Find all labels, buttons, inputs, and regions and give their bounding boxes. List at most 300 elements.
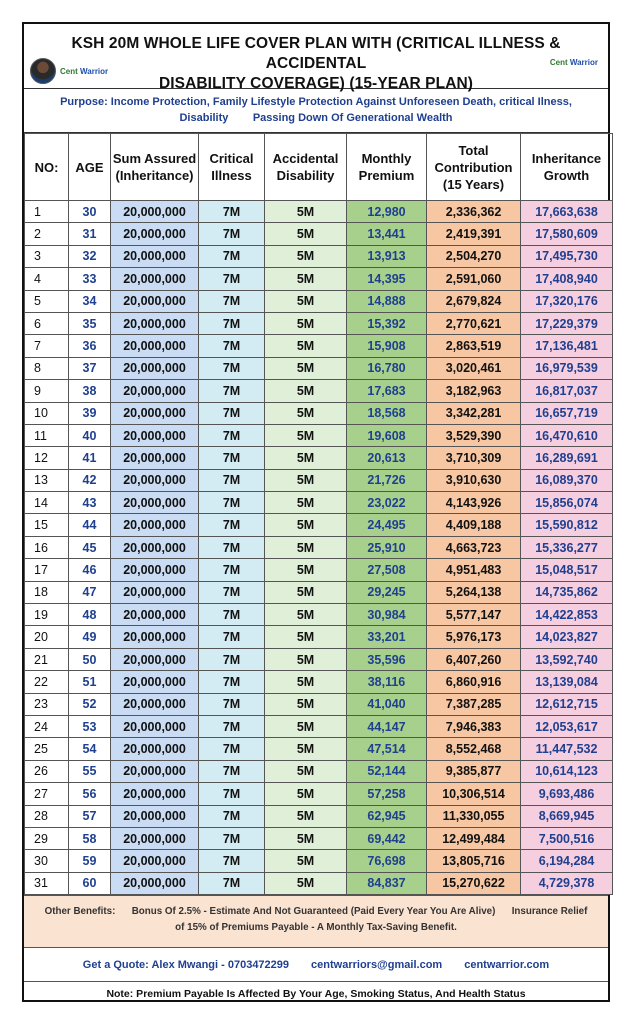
cell-inheritance-growth: 13,139,084 <box>521 671 613 693</box>
cell-inheritance-growth: 12,612,715 <box>521 693 613 715</box>
cell-age: 44 <box>69 514 111 536</box>
cell-total-contribution: 3,910,630 <box>427 469 521 491</box>
cell-accidental-disability: 5M <box>265 738 347 760</box>
logo-right-text-part2: Warrior <box>569 58 598 67</box>
cell-critical-illness: 7M <box>199 581 265 603</box>
cell-inheritance-growth: 16,817,037 <box>521 380 613 402</box>
cell-sum-assured: 20,000,000 <box>111 738 199 760</box>
cell-total-contribution: 2,336,362 <box>427 201 521 223</box>
table-row <box>25 492 613 514</box>
cell-inheritance-growth: 11,447,532 <box>521 738 613 760</box>
cell-no: 14 <box>25 492 69 514</box>
cell-total-contribution: 4,951,483 <box>427 559 521 581</box>
cell-accidental-disability: 5M <box>265 872 347 894</box>
table-row <box>25 357 613 379</box>
cell-sum-assured: 20,000,000 <box>111 827 199 849</box>
cell-age: 39 <box>69 402 111 424</box>
cell-age: 38 <box>69 380 111 402</box>
cell-accidental-disability: 5M <box>265 626 347 648</box>
cell-critical-illness: 7M <box>199 872 265 894</box>
title-line-1: KSH 20M WHOLE LIFE COVER PLAN WITH (CRITICAL ILLNESS & ACCIDENTAL <box>71 35 561 72</box>
cell-critical-illness: 7M <box>199 671 265 693</box>
table-row <box>25 715 613 737</box>
cell-sum-assured: 20,000,000 <box>111 671 199 693</box>
table-row <box>25 201 613 223</box>
cell-monthly-premium: 38,116 <box>347 671 427 693</box>
cell-monthly-premium: 33,201 <box>347 626 427 648</box>
logo-right <box>546 58 598 67</box>
cell-no: 22 <box>25 671 69 693</box>
cell-sum-assured: 20,000,000 <box>111 536 199 558</box>
cell-monthly-premium: 25,910 <box>347 536 427 558</box>
cell-no: 16 <box>25 536 69 558</box>
cell-age: 45 <box>69 536 111 558</box>
cell-inheritance-growth: 7,500,516 <box>521 827 613 849</box>
cell-inheritance-growth: 10,614,123 <box>521 760 613 782</box>
cell-critical-illness: 7M <box>199 827 265 849</box>
cell-age: 46 <box>69 559 111 581</box>
cell-inheritance-growth: 13,592,740 <box>521 648 613 670</box>
cell-no: 10 <box>25 402 69 424</box>
cell-inheritance-growth: 16,289,691 <box>521 447 613 469</box>
cell-inheritance-growth: 15,336,277 <box>521 536 613 558</box>
cell-inheritance-growth: 17,229,379 <box>521 312 613 334</box>
cell-inheritance-growth: 17,136,481 <box>521 335 613 357</box>
cell-total-contribution: 9,385,877 <box>427 760 521 782</box>
table-row <box>25 805 613 827</box>
contact-bar <box>24 947 608 981</box>
table-row <box>25 223 613 245</box>
cell-age: 56 <box>69 783 111 805</box>
cell-critical-illness: 7M <box>199 380 265 402</box>
cell-monthly-premium: 29,245 <box>347 581 427 603</box>
document-title <box>24 24 608 94</box>
cell-total-contribution: 5,577,147 <box>427 604 521 626</box>
cell-age: 50 <box>69 648 111 670</box>
cell-age: 30 <box>69 201 111 223</box>
cell-critical-illness: 7M <box>199 693 265 715</box>
cell-no: 20 <box>25 626 69 648</box>
table-row <box>25 447 613 469</box>
cell-total-contribution: 3,342,281 <box>427 402 521 424</box>
cell-critical-illness: 7M <box>199 559 265 581</box>
cell-monthly-premium: 24,495 <box>347 514 427 536</box>
cell-total-contribution: 3,710,309 <box>427 447 521 469</box>
cell-inheritance-growth: 16,089,370 <box>521 469 613 491</box>
cell-monthly-premium: 13,913 <box>347 245 427 267</box>
cell-inheritance-growth: 17,663,638 <box>521 201 613 223</box>
cell-accidental-disability: 5M <box>265 536 347 558</box>
cell-accidental-disability: 5M <box>265 783 347 805</box>
cell-age: 37 <box>69 357 111 379</box>
cell-sum-assured: 20,000,000 <box>111 693 199 715</box>
table-header-row <box>25 134 613 201</box>
cell-no: 19 <box>25 604 69 626</box>
cell-age: 33 <box>69 268 111 290</box>
table-row <box>25 290 613 312</box>
cell-accidental-disability: 5M <box>265 312 347 334</box>
cell-monthly-premium: 41,040 <box>347 693 427 715</box>
cell-sum-assured: 20,000,000 <box>111 514 199 536</box>
cell-age: 42 <box>69 469 111 491</box>
cell-critical-illness: 7M <box>199 357 265 379</box>
cell-accidental-disability: 5M <box>265 827 347 849</box>
cell-no: 5 <box>25 290 69 312</box>
table-row <box>25 604 613 626</box>
cell-total-contribution: 2,419,391 <box>427 223 521 245</box>
cell-no: 31 <box>25 872 69 894</box>
cell-total-contribution: 6,407,260 <box>427 648 521 670</box>
cell-total-contribution: 2,679,824 <box>427 290 521 312</box>
cell-sum-assured: 20,000,000 <box>111 581 199 603</box>
cell-monthly-premium: 14,395 <box>347 268 427 290</box>
cell-no: 26 <box>25 760 69 782</box>
cell-critical-illness: 7M <box>199 850 265 872</box>
cell-sum-assured: 20,000,000 <box>111 312 199 334</box>
cell-sum-assured: 20,000,000 <box>111 290 199 312</box>
col-header-no: NO: <box>25 134 69 201</box>
cell-total-contribution: 13,805,716 <box>427 850 521 872</box>
cell-sum-assured: 20,000,000 <box>111 850 199 872</box>
document-header <box>24 24 608 92</box>
cell-monthly-premium: 57,258 <box>347 783 427 805</box>
cell-no: 13 <box>25 469 69 491</box>
cell-accidental-disability: 5M <box>265 514 347 536</box>
cell-inheritance-growth: 16,657,719 <box>521 402 613 424</box>
cell-age: 54 <box>69 738 111 760</box>
table-row <box>25 626 613 648</box>
cell-accidental-disability: 5M <box>265 335 347 357</box>
col-header-age: AGE <box>69 134 111 201</box>
cell-total-contribution: 3,529,390 <box>427 424 521 446</box>
footer-note: Note: Premium Payable Is Affected By Your Age, Smoking Status, And Health Status <box>24 981 608 1006</box>
table-row <box>25 648 613 670</box>
cell-accidental-disability: 5M <box>265 223 347 245</box>
cell-inheritance-growth: 17,580,609 <box>521 223 613 245</box>
cell-monthly-premium: 35,596 <box>347 648 427 670</box>
plan-document <box>22 22 610 1002</box>
cell-critical-illness: 7M <box>199 604 265 626</box>
cell-no: 25 <box>25 738 69 760</box>
cell-monthly-premium: 17,683 <box>347 380 427 402</box>
logo-left-text-part2: Warrior <box>80 66 109 76</box>
cell-accidental-disability: 5M <box>265 357 347 379</box>
cell-no: 27 <box>25 783 69 805</box>
cell-sum-assured: 20,000,000 <box>111 604 199 626</box>
cell-inheritance-growth: 17,495,730 <box>521 245 613 267</box>
quote-contact: Get a Quote: Alex Mwangi - 0703472299 <box>82 958 290 971</box>
cell-sum-assured: 20,000,000 <box>111 626 199 648</box>
purpose-statement <box>24 89 608 133</box>
cell-age: 47 <box>69 581 111 603</box>
cell-no: 18 <box>25 581 69 603</box>
logo-left <box>30 58 108 84</box>
cell-accidental-disability: 5M <box>265 290 347 312</box>
table-row <box>25 872 613 894</box>
cell-critical-illness: 7M <box>199 245 265 267</box>
purpose-line-1: Purpose: Income Protection, Family Lifestyle Protection Against Unforeseen Death, critical Ilness, <box>60 96 572 108</box>
cell-accidental-disability: 5M <box>265 424 347 446</box>
cell-accidental-disability: 5M <box>265 201 347 223</box>
cell-monthly-premium: 12,980 <box>347 201 427 223</box>
cell-monthly-premium: 16,780 <box>347 357 427 379</box>
cell-critical-illness: 7M <box>199 492 265 514</box>
table-row <box>25 268 613 290</box>
cell-no: 12 <box>25 447 69 469</box>
cell-no: 6 <box>25 312 69 334</box>
cell-monthly-premium: 69,442 <box>347 827 427 849</box>
cell-monthly-premium: 76,698 <box>347 850 427 872</box>
table-body <box>25 201 613 895</box>
cell-monthly-premium: 84,837 <box>347 872 427 894</box>
cell-sum-assured: 20,000,000 <box>111 380 199 402</box>
table-row <box>25 514 613 536</box>
logo-left-text-part1: Cent <box>60 66 80 76</box>
cell-accidental-disability: 5M <box>265 805 347 827</box>
cell-no: 9 <box>25 380 69 402</box>
cell-monthly-premium: 20,613 <box>347 447 427 469</box>
cell-no: 23 <box>25 693 69 715</box>
table-row <box>25 693 613 715</box>
benefits-line-1: Other Benefits: Bonus Of 2.5% - Estimate And Not Guaranteed (Paid Every Year You Are Alive) Insurance Relief <box>44 906 588 918</box>
col-header-critical-illness: Critical Illness <box>199 134 265 201</box>
cell-monthly-premium: 23,022 <box>347 492 427 514</box>
cell-sum-assured: 20,000,000 <box>111 447 199 469</box>
cell-inheritance-growth: 9,693,486 <box>521 783 613 805</box>
cell-sum-assured: 20,000,000 <box>111 805 199 827</box>
cell-age: 53 <box>69 715 111 737</box>
cell-age: 32 <box>69 245 111 267</box>
cell-no: 30 <box>25 850 69 872</box>
cell-age: 57 <box>69 805 111 827</box>
cell-critical-illness: 7M <box>199 783 265 805</box>
cell-no: 21 <box>25 648 69 670</box>
premium-table <box>24 133 613 895</box>
cell-total-contribution: 8,552,468 <box>427 738 521 760</box>
cell-inheritance-growth: 4,729,378 <box>521 872 613 894</box>
table-row <box>25 783 613 805</box>
cell-total-contribution: 7,387,285 <box>427 693 521 715</box>
cell-accidental-disability: 5M <box>265 268 347 290</box>
col-header-sum-assured: Sum Assured (Inheritance) <box>111 134 199 201</box>
cell-inheritance-growth: 15,048,517 <box>521 559 613 581</box>
logo-left-text <box>60 67 108 76</box>
cell-no: 8 <box>25 357 69 379</box>
cell-no: 3 <box>25 245 69 267</box>
cell-accidental-disability: 5M <box>265 559 347 581</box>
cell-monthly-premium: 47,514 <box>347 738 427 760</box>
cell-total-contribution: 7,946,383 <box>427 715 521 737</box>
logo-right-text <box>550 58 598 67</box>
cell-accidental-disability: 5M <box>265 402 347 424</box>
col-header-accidental-disability: Accidental Disability <box>265 134 347 201</box>
cell-age: 43 <box>69 492 111 514</box>
cell-sum-assured: 20,000,000 <box>111 245 199 267</box>
cell-total-contribution: 2,863,519 <box>427 335 521 357</box>
cell-monthly-premium: 21,726 <box>347 469 427 491</box>
col-header-monthly-premium: Monthly Premium <box>347 134 427 201</box>
cell-inheritance-growth: 8,669,945 <box>521 805 613 827</box>
cell-sum-assured: 20,000,000 <box>111 715 199 737</box>
cell-accidental-disability: 5M <box>265 715 347 737</box>
cell-age: 41 <box>69 447 111 469</box>
cell-sum-assured: 20,000,000 <box>111 223 199 245</box>
cell-monthly-premium: 27,508 <box>347 559 427 581</box>
cell-critical-illness: 7M <box>199 312 265 334</box>
cell-inheritance-growth: 15,856,074 <box>521 492 613 514</box>
cell-monthly-premium: 19,608 <box>347 424 427 446</box>
cell-age: 35 <box>69 312 111 334</box>
cell-monthly-premium: 62,945 <box>347 805 427 827</box>
table-row <box>25 760 613 782</box>
cell-critical-illness: 7M <box>199 738 265 760</box>
cell-inheritance-growth: 16,470,610 <box>521 424 613 446</box>
cell-inheritance-growth: 14,735,862 <box>521 581 613 603</box>
cell-monthly-premium: 18,568 <box>347 402 427 424</box>
cell-sum-assured: 20,000,000 <box>111 469 199 491</box>
cell-no: 28 <box>25 805 69 827</box>
cell-accidental-disability: 5M <box>265 447 347 469</box>
cell-age: 55 <box>69 760 111 782</box>
cell-total-contribution: 6,860,916 <box>427 671 521 693</box>
cell-monthly-premium: 15,908 <box>347 335 427 357</box>
title-line-2: DISABILITY COVERAGE) (15-YEAR PLAN) <box>158 75 474 92</box>
cell-critical-illness: 7M <box>199 715 265 737</box>
cell-sum-assured: 20,000,000 <box>111 357 199 379</box>
cell-total-contribution: 5,264,138 <box>427 581 521 603</box>
cell-total-contribution: 3,182,963 <box>427 380 521 402</box>
cell-no: 24 <box>25 715 69 737</box>
cell-total-contribution: 15,270,622 <box>427 872 521 894</box>
cell-age: 40 <box>69 424 111 446</box>
cell-sum-assured: 20,000,000 <box>111 559 199 581</box>
benefits-line-2: of 15% of Premiums Payable - A Monthly Tax-Saving Benefit. <box>175 922 457 934</box>
table-row <box>25 469 613 491</box>
col-header-inheritance-growth: Inheritance Growth <box>521 134 613 201</box>
table-row <box>25 380 613 402</box>
cell-sum-assured: 20,000,000 <box>111 268 199 290</box>
cell-monthly-premium: 15,392 <box>347 312 427 334</box>
cell-no: 15 <box>25 514 69 536</box>
table-row <box>25 827 613 849</box>
cell-accidental-disability: 5M <box>265 648 347 670</box>
cell-age: 58 <box>69 827 111 849</box>
table-row <box>25 402 613 424</box>
cell-sum-assured: 20,000,000 <box>111 402 199 424</box>
cell-total-contribution: 3,020,461 <box>427 357 521 379</box>
cell-accidental-disability: 5M <box>265 760 347 782</box>
cell-total-contribution: 2,504,270 <box>427 245 521 267</box>
cell-monthly-premium: 14,888 <box>347 290 427 312</box>
cell-no: 1 <box>25 201 69 223</box>
cell-accidental-disability: 5M <box>265 469 347 491</box>
cell-total-contribution: 2,591,060 <box>427 268 521 290</box>
cell-sum-assured: 20,000,000 <box>111 492 199 514</box>
cell-sum-assured: 20,000,000 <box>111 872 199 894</box>
table-row <box>25 850 613 872</box>
cell-inheritance-growth: 12,053,617 <box>521 715 613 737</box>
cell-accidental-disability: 5M <box>265 671 347 693</box>
cell-critical-illness: 7M <box>199 760 265 782</box>
cell-sum-assured: 20,000,000 <box>111 335 199 357</box>
cell-critical-illness: 7M <box>199 536 265 558</box>
table-row <box>25 335 613 357</box>
table-row <box>25 424 613 446</box>
cell-age: 59 <box>69 850 111 872</box>
cell-critical-illness: 7M <box>199 469 265 491</box>
cell-total-contribution: 4,143,926 <box>427 492 521 514</box>
cell-inheritance-growth: 6,194,284 <box>521 850 613 872</box>
cell-total-contribution: 5,976,173 <box>427 626 521 648</box>
cell-monthly-premium: 13,441 <box>347 223 427 245</box>
col-header-total-contribution: Total Contribution (15 Years) <box>427 134 521 201</box>
purpose-line-2: Disability Passing Down Of Generational Wealth <box>179 112 453 124</box>
table-row <box>25 671 613 693</box>
cell-critical-illness: 7M <box>199 335 265 357</box>
logo-right-text-part1: Cent <box>549 58 570 67</box>
cell-age: 51 <box>69 671 111 693</box>
cell-total-contribution: 4,409,188 <box>427 514 521 536</box>
cell-inheritance-growth: 17,408,940 <box>521 268 613 290</box>
cell-accidental-disability: 5M <box>265 380 347 402</box>
cell-inheritance-growth: 17,320,176 <box>521 290 613 312</box>
cell-critical-illness: 7M <box>199 648 265 670</box>
table-row <box>25 581 613 603</box>
cell-no: 4 <box>25 268 69 290</box>
cell-critical-illness: 7M <box>199 402 265 424</box>
cell-sum-assured: 20,000,000 <box>111 424 199 446</box>
cell-critical-illness: 7M <box>199 447 265 469</box>
avatar-icon <box>30 58 56 84</box>
cell-total-contribution: 10,306,514 <box>427 783 521 805</box>
cell-accidental-disability: 5M <box>265 492 347 514</box>
cell-total-contribution: 4,663,723 <box>427 536 521 558</box>
cell-sum-assured: 20,000,000 <box>111 201 199 223</box>
cell-inheritance-growth: 15,590,812 <box>521 514 613 536</box>
cell-sum-assured: 20,000,000 <box>111 760 199 782</box>
email-link[interactable]: centwarriors@gmail.com <box>311 958 443 971</box>
table-row <box>25 245 613 267</box>
cell-monthly-premium: 30,984 <box>347 604 427 626</box>
cell-critical-illness: 7M <box>199 290 265 312</box>
cell-age: 36 <box>69 335 111 357</box>
cell-monthly-premium: 44,147 <box>347 715 427 737</box>
cell-age: 60 <box>69 872 111 894</box>
cell-monthly-premium: 52,144 <box>347 760 427 782</box>
cell-critical-illness: 7M <box>199 268 265 290</box>
cell-no: 7 <box>25 335 69 357</box>
cell-total-contribution: 11,330,055 <box>427 805 521 827</box>
cell-age: 52 <box>69 693 111 715</box>
table-row <box>25 312 613 334</box>
cell-total-contribution: 12,499,484 <box>427 827 521 849</box>
table-row <box>25 738 613 760</box>
cell-critical-illness: 7M <box>199 424 265 446</box>
website-link[interactable]: centwarrior.com <box>464 958 550 971</box>
cell-inheritance-growth: 14,422,853 <box>521 604 613 626</box>
cell-age: 49 <box>69 626 111 648</box>
cell-total-contribution: 2,770,621 <box>427 312 521 334</box>
cell-accidental-disability: 5M <box>265 693 347 715</box>
cell-critical-illness: 7M <box>199 201 265 223</box>
cell-no: 2 <box>25 223 69 245</box>
cell-inheritance-growth: 16,979,539 <box>521 357 613 379</box>
table-row <box>25 559 613 581</box>
cell-accidental-disability: 5M <box>265 245 347 267</box>
cell-sum-assured: 20,000,000 <box>111 648 199 670</box>
cell-no: 17 <box>25 559 69 581</box>
cell-age: 48 <box>69 604 111 626</box>
